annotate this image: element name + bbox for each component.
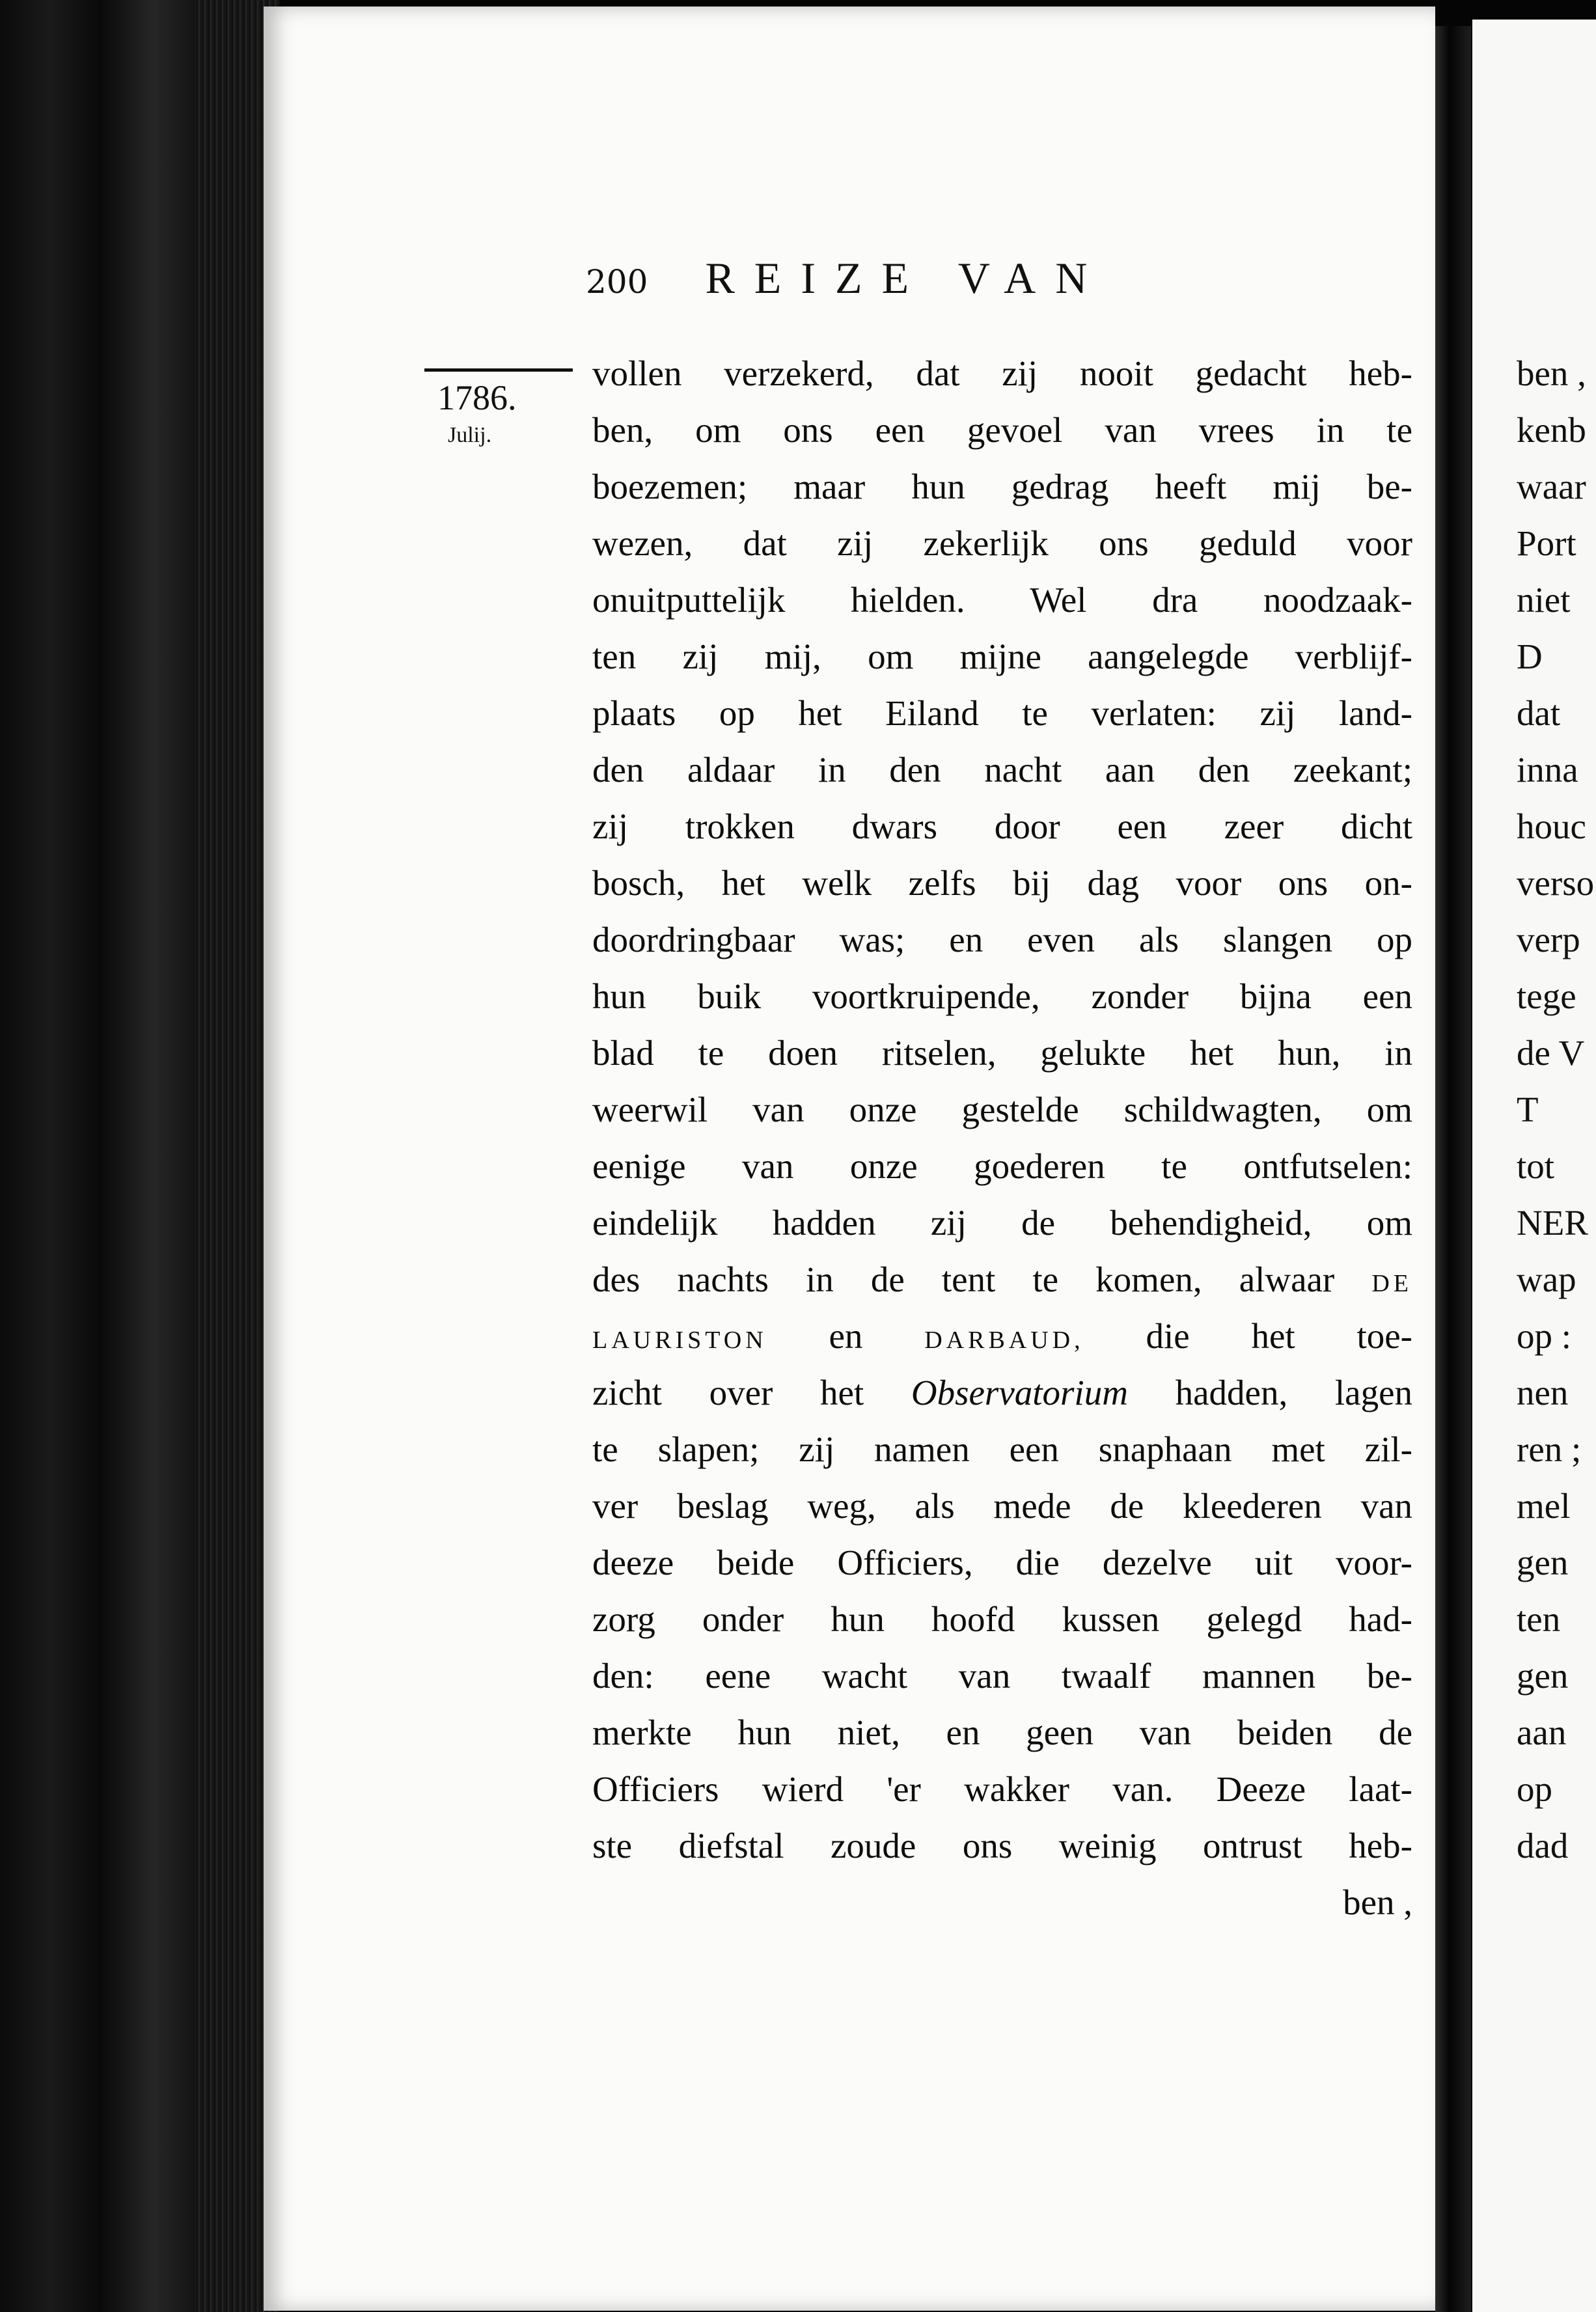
text-line: merkte hun niet, en geen van beiden de [592,1713,1412,1752]
right-page-text [1517,345,1596,1874]
right-page-line: ren ; [1517,1429,1582,1469]
text-line: wezen, dat zij zekerlijk ons geduld voor [592,523,1412,563]
right-page-line: mel [1517,1486,1571,1526]
text-line [592,1251,1412,1308]
page-gutter [1435,26,1471,2312]
right-page-line: nen [1517,1373,1569,1412]
text-line: vollen verzekerd, dat zij nooit gedacht heb- [592,353,1412,393]
text-line: ste diefstal zoude ons weinig ontrust heb- [592,1826,1412,1865]
right-page-line: de V [1517,1033,1585,1073]
text-line: deeze beide Officiers, die dezelve uit voor- [592,1543,1412,1582]
name-lauriston: LAURISTON [592,1327,767,1354]
right-page-line: D [1517,637,1543,676]
margin-month: Julij. [448,423,492,447]
page-number: 200 [586,263,648,301]
right-page-line: ten [1517,1599,1561,1639]
catchword: ben , [1343,1882,1412,1922]
text-line: eenige van onze goederen te ontfutselen: [592,1146,1412,1186]
right-page-line: op [1517,1769,1552,1809]
right-page-line: aan [1517,1713,1567,1752]
right-page-line: ben , [1517,353,1586,393]
text-line: blad te doen ritselen, gelukte het hun, in [592,1033,1412,1073]
right-page-line: kenb [1517,410,1586,450]
text-line: boezemen; maar hun gedrag heeft mij be- [592,467,1412,506]
text-line: den aldaar in den nacht aan den zeekant; [592,750,1412,790]
text-line: ver beslag weg, als mede de kleederen van [592,1486,1412,1526]
right-page-line: houc [1517,806,1586,846]
name-de: DE [1371,1270,1412,1297]
word-en: en [829,1316,863,1356]
running-head [586,253,1107,311]
right-page-line: gen [1517,1656,1569,1696]
line-rest: die het toe- [1146,1316,1412,1356]
right-page-line: T [1517,1090,1539,1129]
text-line: te slapen; zij namen een snaphaan met zil- [592,1429,1412,1469]
right-page-line: gen [1517,1543,1569,1582]
text-line: onuitputtelijk hielden. Wel dra noodzaak- [592,580,1412,620]
right-page-line: op : [1517,1316,1572,1356]
text-line: weerwil van onze gestelde schildwagten, om [592,1090,1412,1129]
right-page-line: niet [1517,580,1571,620]
right-page-line: NER [1517,1203,1588,1243]
right-page-line: verp [1517,920,1580,959]
right-page-line: inna [1517,750,1578,790]
body-text [592,345,1412,1931]
text-line [592,1308,1412,1364]
text-line: zorg onder hun hoofd kussen gelegd had- [592,1599,1412,1639]
line-before: zicht over het [592,1373,864,1412]
running-title: REIZE VAN [705,253,1107,303]
text-line: bosch, het welk zelfs bij dag voor ons on- [592,863,1412,903]
right-page-line: dad [1517,1826,1569,1865]
right-page-line: dat [1517,693,1561,733]
right-page-line: waar [1517,467,1586,506]
right-page-line: Port [1517,523,1576,563]
name-darbaud: DARBAUD, [924,1327,1084,1354]
text-line: ben, om ons een gevoel van vrees in te [592,410,1412,450]
text-line: den: eene wacht van twaalf mannen be- [592,1656,1412,1696]
text-line: zij trokken dwars door een zeer dicht [592,806,1412,846]
line-text: des nachts in de tent te komen, alwaar [592,1259,1335,1299]
margin-rule [424,368,573,372]
text-line: hun buik voortkruipende, zonder bijna een [592,976,1412,1016]
margin-year: 1786. [437,378,517,417]
text-line [592,1364,1412,1421]
right-page-line: tege [1517,976,1576,1016]
line-after: hadden, lagen [1175,1373,1413,1412]
text-line: plaats op het Eiland te verlaten: zij land- [592,693,1412,733]
text-line: ten zij mij, om mijne aangelegde verblijf- [592,637,1412,676]
right-page-line: tot [1517,1146,1555,1186]
right-page-line: wap [1517,1259,1576,1299]
text-line: eindelijk hadden zij de behendigheid, om [592,1203,1412,1243]
text-line: doordringbaar was; en even als slangen op [592,920,1412,959]
right-page-line: verso [1517,863,1595,903]
italic-observatorium: Observatorium [911,1373,1128,1412]
text-line: Officiers wierd 'er wakker van. Deeze laat- [592,1769,1412,1809]
